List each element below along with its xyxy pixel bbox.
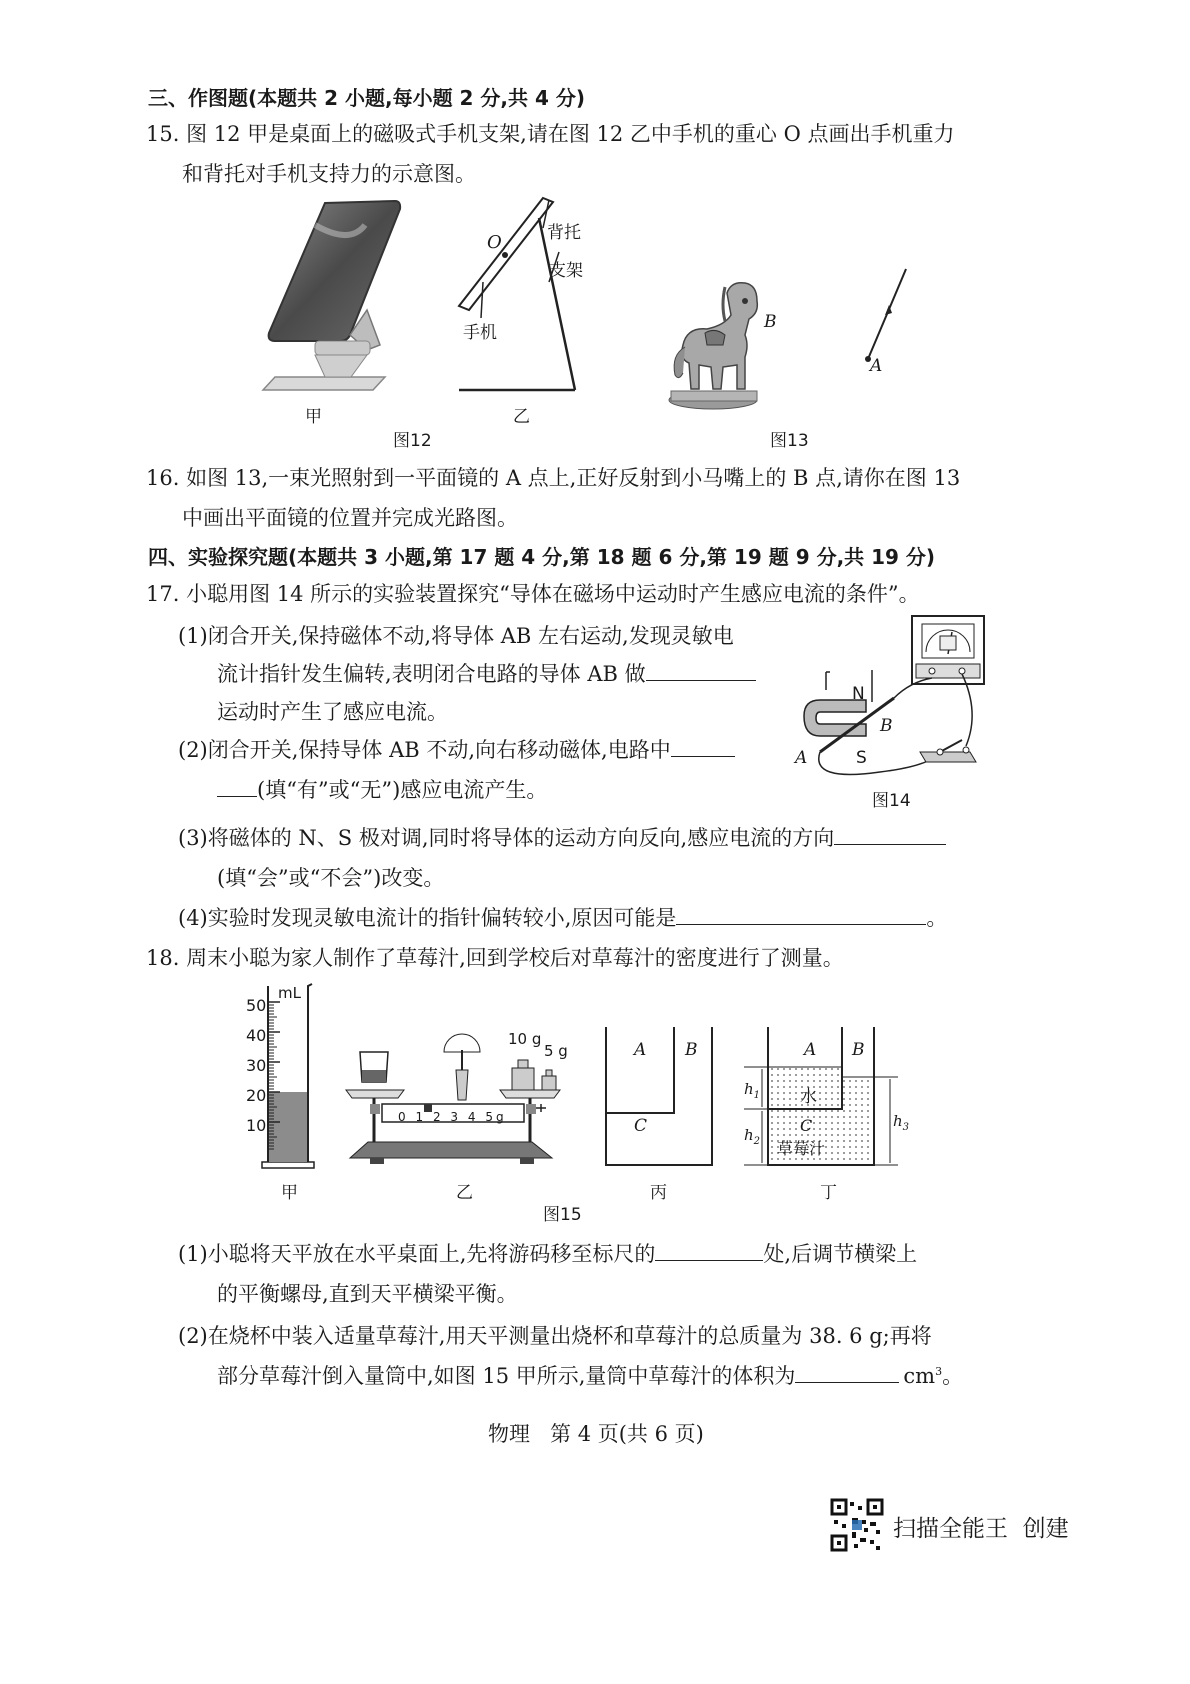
cylinder-tick-40: 40 <box>246 1026 267 1045</box>
rider-scale-0: 0 <box>398 1110 409 1124</box>
q17-p2-line-1-text: (2)闭合开关,保持导体 AB 不动,向右移动磁体,电路中 <box>178 738 671 762</box>
fig15-ding-label-A: A <box>804 1040 817 1060</box>
q18-p2-end: 。 <box>942 1364 964 1388</box>
fig12-label-shouji: 手机 <box>463 323 497 343</box>
rider-scale <box>398 1110 507 1124</box>
q17-p1-answer-blank[interactable] <box>646 660 756 681</box>
q17-intro: 17. 小聪用图 14 所示的实验装置探究“导体在磁场中运动时产生感应电流的条件”。 <box>146 582 920 606</box>
figure-13-horse-figurine <box>665 275 770 415</box>
q17-p2-answer-blank-a[interactable] <box>671 736 735 757</box>
figure-12-jia-phone-stand <box>255 195 405 400</box>
fig15-ding-label-juice: 草莓汁 <box>777 1139 826 1158</box>
weight-10g-label: 10 g <box>508 1030 542 1048</box>
q17-p2-line-2-text: (填“有”或“无”)感应电流产生。 <box>257 778 548 802</box>
q17-p3-line-1-text: (3)将磁体的 N、S 极对调,同时将导体的运动方向反向,感应电流的方向 <box>178 826 835 850</box>
q15-line-1: 15. 图 12 甲是桌面上的磁吸式手机支架,请在图 12 乙中手机的重心 O 点画出手机重力 <box>146 122 955 146</box>
q17-p2-answer-blank-b[interactable] <box>217 776 257 797</box>
fig15-ding-label-C: C <box>800 1116 813 1135</box>
fig12-caption: 图12 <box>393 431 432 451</box>
section-4-title: 四、实验探究题(本题共 3 小题,第 17 题 4 分,第 18 题 6 分,第 19 题 9 分,共 19 分) <box>148 545 936 569</box>
cylinder-unit-label: mL <box>278 984 301 1002</box>
q18-p2-unit: cm <box>903 1364 936 1388</box>
figure-13-light-ray <box>860 265 910 365</box>
q18-p2-answer-blank[interactable] <box>795 1362 899 1383</box>
rider-scale-1: 1 <box>415 1110 427 1124</box>
rider-scale-3: 3 <box>450 1110 462 1124</box>
fig12-label-O: O <box>487 232 502 253</box>
q17-p2-line-2 <box>217 774 547 804</box>
h3-letter: h <box>893 1112 903 1130</box>
q17-p1-line-1: (1)闭合开关,保持磁体不动,将导体 AB 左右运动,发现灵敏电 <box>178 624 734 648</box>
q18-p2-line-2 <box>217 1360 963 1390</box>
q18-p1-line-1 <box>178 1238 917 1268</box>
fig12-label-jia: 甲 <box>305 407 322 427</box>
fig15-ding-label-h2 <box>744 1126 760 1147</box>
h2-letter: h <box>744 1126 754 1144</box>
q16-line-1: 16. 如图 13,一束光照射到一平面镜的 A 点上,正好反射到小马嘴上的 B 点,请你在图 13 <box>146 466 961 490</box>
fig14-label-B: B <box>880 716 893 736</box>
fig14-label-S: S <box>856 748 867 768</box>
q17-p1-line-2 <box>217 658 756 688</box>
qr-code-icon <box>830 1498 884 1552</box>
fig15-bing-label-B: B <box>685 1040 698 1060</box>
fig14-label-A: A <box>795 748 808 768</box>
fig12-label-yi: 乙 <box>513 407 530 427</box>
fig13-caption: 图13 <box>770 431 809 451</box>
q17-p3-line-1 <box>178 822 946 852</box>
h1-subscript: 1 <box>753 1090 761 1101</box>
fig15-caption: 图15 <box>543 1205 582 1225</box>
cylinder-tick-20: 20 <box>246 1086 267 1105</box>
cylinder-tick-50: 50 <box>246 996 267 1015</box>
figure-12-yi-diagram <box>455 190 605 400</box>
fig15-ding-label-h3 <box>893 1112 909 1133</box>
q18-p2-unit-sup: 3 <box>935 1365 943 1378</box>
fig15-label-bing: 丙 <box>650 1183 667 1203</box>
q18-p2-line-1: (2)在烧杯中装入适量草莓汁,用天平测量出烧杯和草莓汁的总质量为 38. 6 g;再将 <box>178 1324 932 1348</box>
fig12-label-beituo: 背托 <box>547 223 581 243</box>
watermark-text: 扫描全能王 创建 <box>893 1516 1069 1542</box>
q18-p1-line-1-text-a: (1)小聪将天平放在水平桌面上,先将游码移至标尺的 <box>178 1242 656 1266</box>
h3-subscript: 3 <box>902 1122 910 1133</box>
fig15-label-yi: 乙 <box>456 1183 473 1203</box>
q17-p4-line-1 <box>178 902 947 932</box>
cylinder-tick-30: 30 <box>246 1056 267 1075</box>
fig15-label-jia: 甲 <box>281 1183 298 1203</box>
rider-scale-5g: 5g <box>485 1110 507 1124</box>
q18-p1-line-1-text-b: 处,后调节横梁上 <box>763 1242 918 1266</box>
q15-line-2: 和背托对手机支持力的示意图。 <box>182 162 476 186</box>
fig13-label-B: B <box>764 312 777 332</box>
q18-intro: 18. 周末小聪为家人制作了草莓汁,回到学校后对草莓汁的密度进行了测量。 <box>146 946 844 970</box>
q18-p1-line-2: 的平衡螺母,直到天平横梁平衡。 <box>217 1282 518 1306</box>
cylinder-tick-10: 10 <box>246 1116 267 1135</box>
q18-p1-answer-blank[interactable] <box>655 1240 763 1261</box>
rider-scale-4: 4 <box>467 1110 479 1124</box>
figure-15-yi-balance <box>340 1030 570 1170</box>
q17-p2-line-1 <box>178 734 735 764</box>
fig14-caption: 图14 <box>872 791 911 811</box>
cylinder-liquid <box>269 1092 307 1162</box>
fig12-label-zhijia: 支架 <box>549 261 583 281</box>
q17-p3-line-2: (填“会”或“不会”)改变。 <box>217 866 445 890</box>
fig13-label-A: A <box>870 356 883 376</box>
weight-5g-label: 5 g <box>544 1042 568 1060</box>
q17-p4-end: 。 <box>926 906 948 930</box>
fig15-bing-label-A: A <box>634 1040 647 1060</box>
rider-scale-2: 2 <box>432 1110 444 1124</box>
fig14-label-N: N <box>852 684 865 704</box>
h1-letter: h <box>744 1080 754 1098</box>
q17-p4-line-1-text: (4)实验时发现灵敏电流计的指针偏转较小,原因可能是 <box>178 906 677 930</box>
section-3-title: 三、作图题(本题共 2 小题,每小题 2 分,共 4 分) <box>148 86 586 110</box>
q17-p1-line-3: 运动时产生了感应电流。 <box>217 700 448 724</box>
q16-line-2: 中画出平面镜的位置并完成光路图。 <box>182 506 518 530</box>
fig15-label-ding: 丁 <box>820 1183 837 1203</box>
fig15-ding-label-water: 水 <box>800 1087 817 1107</box>
q17-p3-answer-blank[interactable] <box>834 824 946 845</box>
q18-p2-line-2-text: 部分草莓汁倒入量筒中,如图 15 甲所示,量筒中草莓汁的体积为 <box>217 1364 796 1388</box>
q17-p4-answer-blank[interactable] <box>676 904 926 925</box>
fig15-ding-label-B: B <box>852 1040 865 1060</box>
page-footer: 物理 第 4 页(共 6 页) <box>488 1422 704 1446</box>
q17-p1-line-2-text: 流计指针发生偏转,表明闭合电路的导体 AB 做 <box>217 662 646 686</box>
figure-15-bing-u-container <box>600 1025 720 1170</box>
figure-14-induction-apparatus <box>790 612 990 782</box>
h2-subscript: 2 <box>753 1136 761 1147</box>
fig15-ding-label-h1 <box>744 1080 760 1101</box>
fig15-bing-label-C: C <box>634 1116 648 1136</box>
